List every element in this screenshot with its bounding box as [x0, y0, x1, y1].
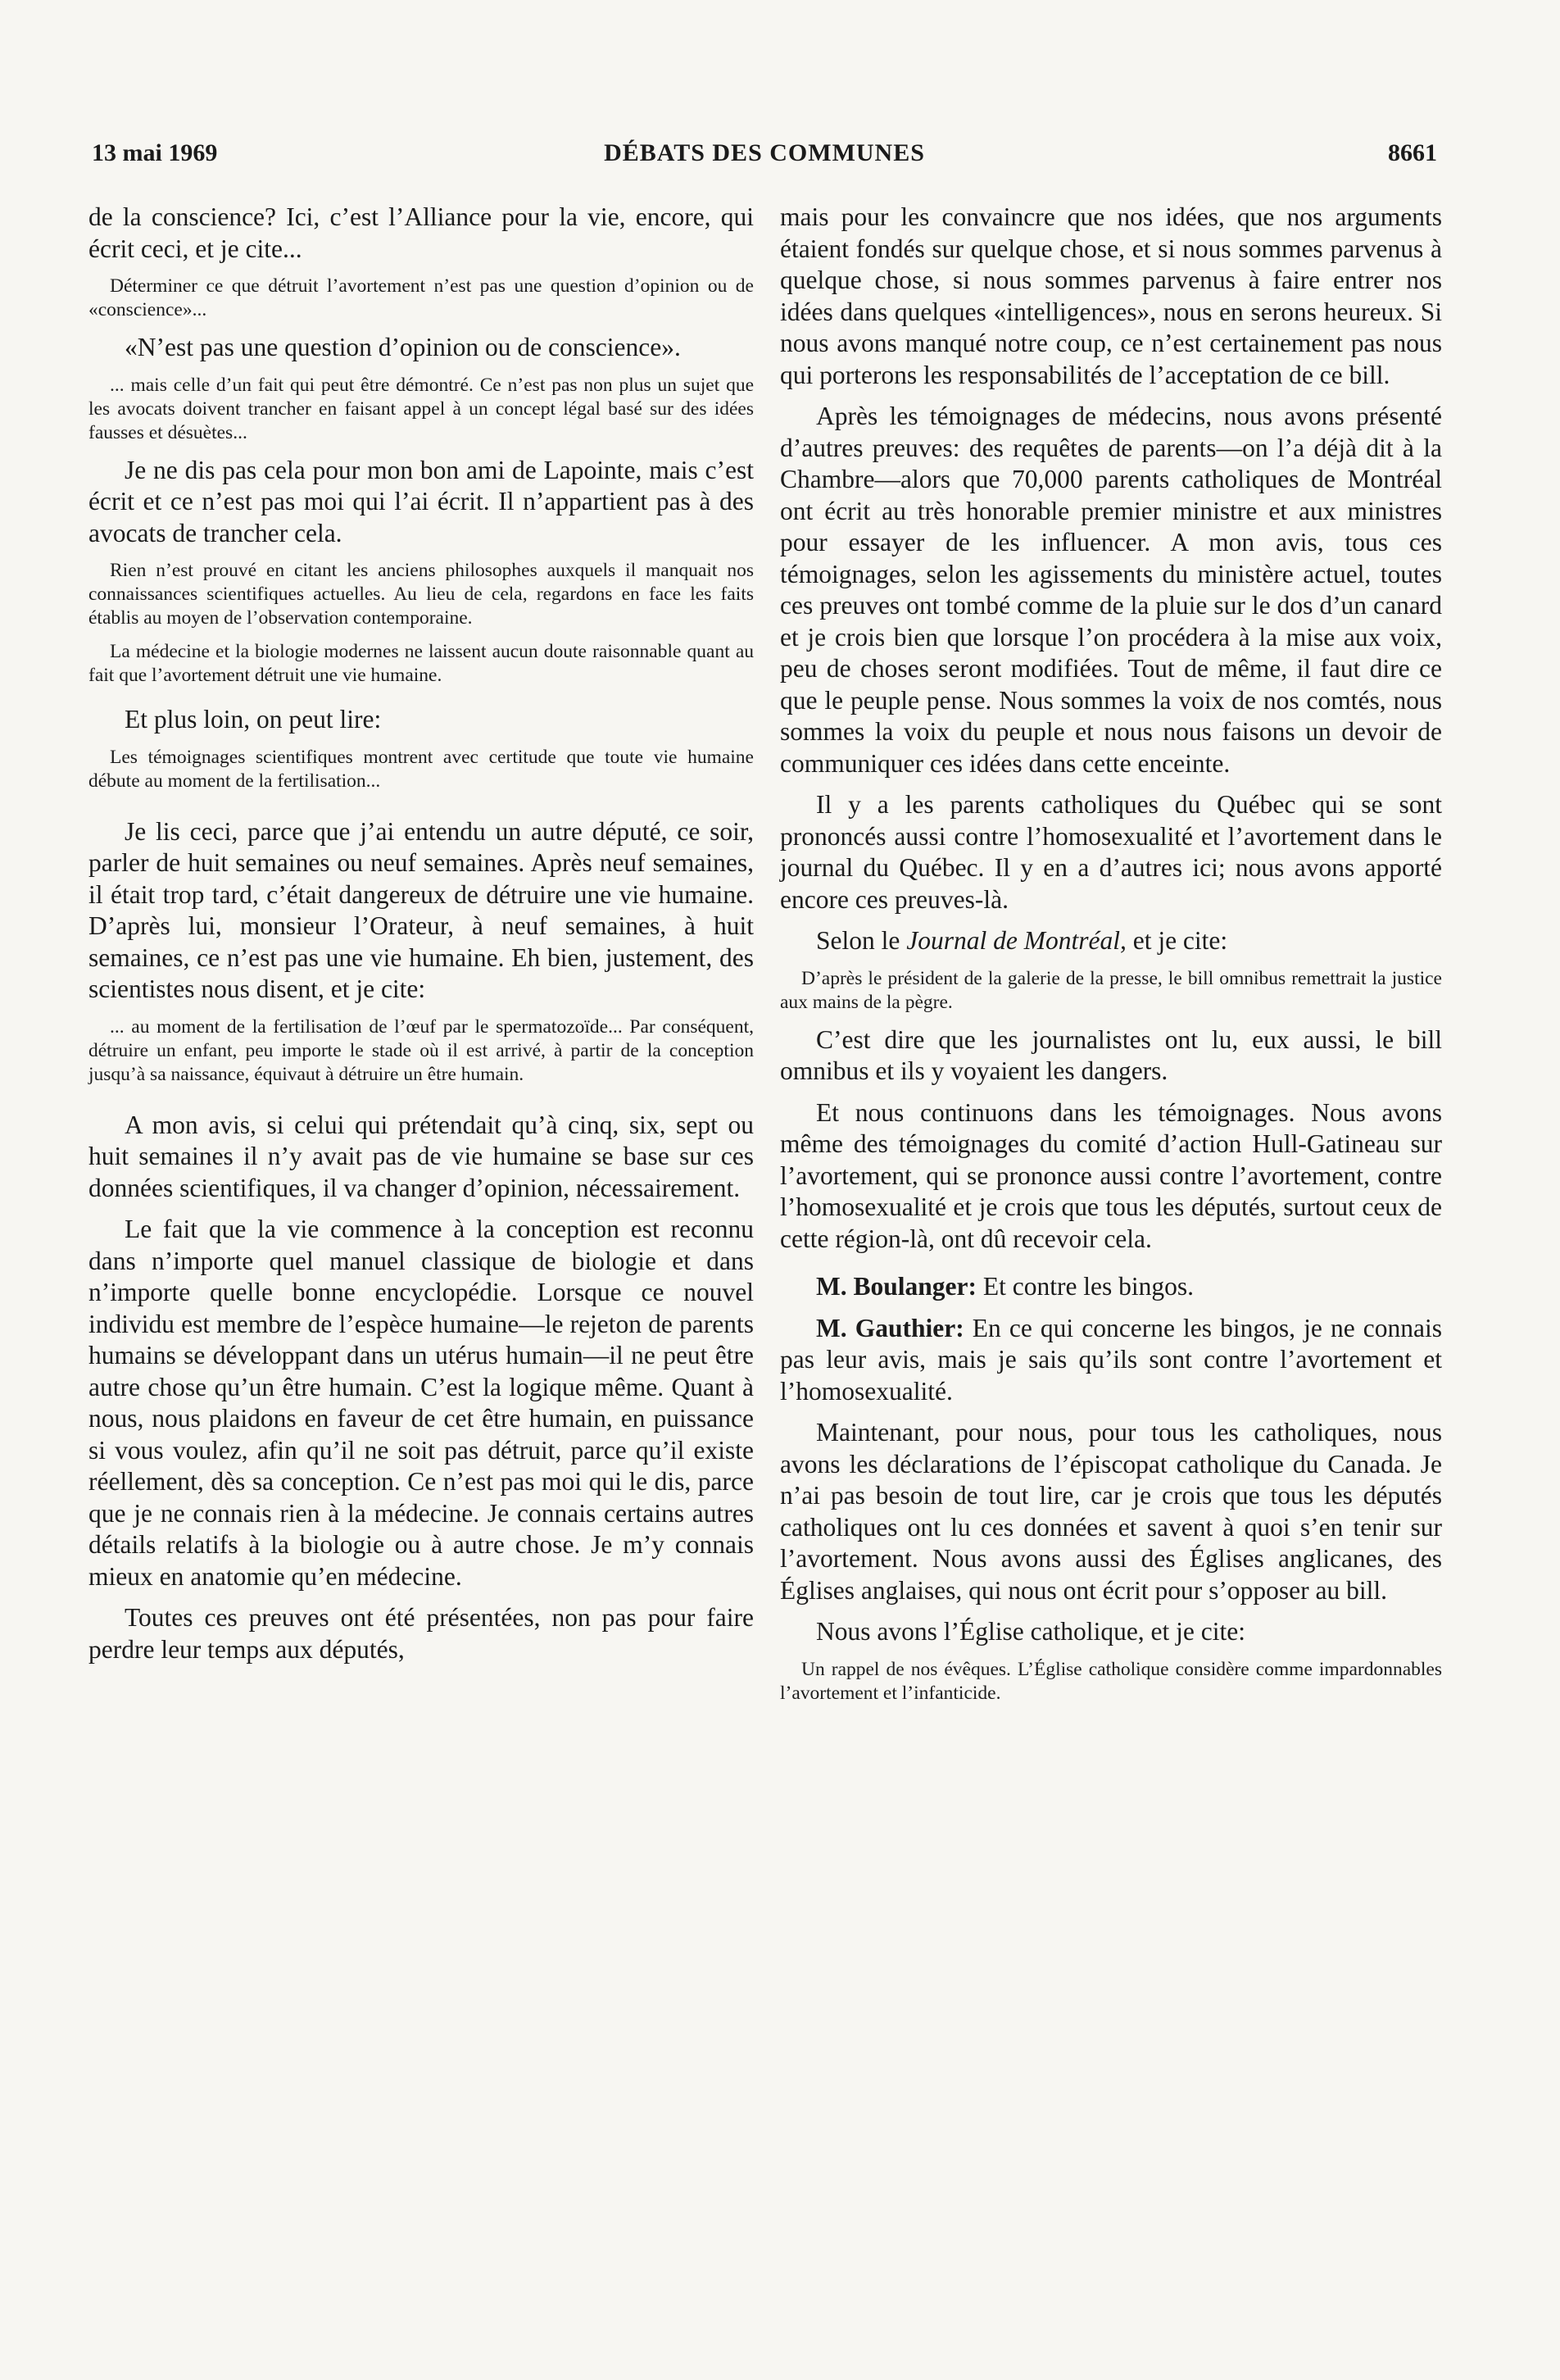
paragraph: Le fait que la vie commence à la conception est reconnu dans n’importe quel manuel classique de biologie et dans n’importe quelle bonne encyclopédie. Lorsque ce nouvel individu est membre de l’espèce humaine—le rejeton de parents humains se développant dans un utérus humain—il ne peut être autre chose qu’un être humain. C’est la logique même. Quant à nous, nous plaidons en faveur de cet être humain, en puissance si vous voulez, afin qu’il ne soit pas détruit, parce qu’il existe réellement, dès sa conception. Ce n’est pas moi qui le dis, parce que je ne connais rien à la médecine. Je connais certains autres détails relatifs à la biologie ou à autre chose. Je m’y connais mieux en anatomie qu’en médecine.: [88, 1215, 754, 1591]
paragraph: Maintenant, pour nous, pour tous les catholiques, nous avons les déclarations de l’épiscopat catholique du Canada. Je n’ai pas besoin de tout lire, car je crois que tous les députés catholiques ont lu ces données et savent à quoi s’en tenir sur l’avortement. Nous avons aussi des Églises anglicanes, des Églises anglaises, qui nous ont écrit pour s’opposer au bill.: [780, 1418, 1442, 1605]
paragraph: de la conscience? Ici, c’est l’Alliance pour la vie, encore, qui écrit ceci, et je cite...: [88, 202, 754, 263]
header-page-number: 8661: [1388, 139, 1437, 166]
text-fragment: et je cite:: [1126, 926, 1228, 955]
quotation: D’après le président de la galerie de la presse, le bill omnibus remettrait la justice aux mains de la pègre.: [780, 967, 1442, 1013]
paragraph: Nous avons l’Église catholique, et je cite:: [816, 1617, 1245, 1646]
header-title: DÉBATS DES COMMUNES: [604, 139, 925, 166]
paragraph: Et nous continuons dans les témoignages. Nous avons même des témoignages du comité d’action Hull-Gatineau sur l’avortement, qui se prononce aussi contre l’avortement, contre l’homosexualité et je crois que tous les députés, surtout ceux de cette région-là, ont dû recevoir cela.: [780, 1097, 1442, 1253]
paragraph: Après les témoignages de médecins, nous avons présenté d’autres preuves: des requêtes de parents—on l’a déjà dit à la Chambre—alors que 70,000 parents catholiques de Montréal ont écrit au très honorable premier ministre et aux ministres pour essayer de les influencer. A mon avis, tous ces témoignages, selon les agissements du ministère actuel, toutes ces preuves ont tombé comme de la pluie sur le dos d’un canard et je crois bien que lorsque l’on procédera à la mise aux voix, peu de choses seront modifiées. Tout de même, il faut dire ce que le peuple pense. Nous sommes la voix de nos comtés, nous sommes la voix du peuple et nous nous faisons un devoir de communiquer ces idées dans cette enceinte.: [780, 402, 1442, 778]
newspaper-title: Journal de Montréal,: [906, 926, 1127, 955]
paragraph: Toutes ces preuves ont été présentées, non pas pour faire perdre leur temps aux députés,: [88, 1603, 754, 1664]
paragraph: [780, 925, 1442, 957]
text-fragment: Selon le: [816, 926, 907, 955]
quotation: La médecine et la biologie modernes ne laissent aucun doute raisonnable quant au fait que l’avortement détruit une vie humaine.: [88, 641, 754, 686]
quotation: Déterminer ce que détruit l’avortement n’est pas une question d’opinion ou de «conscience»...: [88, 275, 754, 320]
paragraph: Je ne dis pas cela pour mon bon ami de Lapointe, mais c’est écrit et ce n’est pas moi qui l’ai écrit. Il n’appartient pas à des avocats de trancher cela.: [88, 455, 754, 547]
paragraph: Il y a les parents catholiques du Québec qui se sont prononcés aussi contre l’homosexualité et l’avortement dans le journal du Québec. Il y en a d’autres ici; nous avons apporté encore ces preuves-là.: [780, 790, 1442, 914]
paragraph: Et plus loin, on peut lire:: [125, 705, 382, 734]
paragraph: «N’est pas une question d’opinion ou de conscience».: [125, 333, 681, 361]
speech-turn: [780, 1271, 1442, 1303]
header-date: 13 mai 1969: [92, 139, 218, 166]
speech-text: Et contre les bingos.: [976, 1272, 1195, 1301]
quotation: ... mais celle d’un fait qui peut être démontré. Ce n’est pas non plus un sujet que les avocats doivent trancher en faisant appel à un concept légal basé sur des idées fausses et désuètes...: [88, 374, 754, 443]
quotation: ... au moment de la fertilisation de l’œuf par le spermatozoïde... Par conséquent, détruire un enfant, peu importe le stade où il est arrivé, à partir de la conception jusqu’à sa naissance, équivaut à détruire un être humain.: [88, 1015, 754, 1085]
speech-text: En ce qui concerne les bingos, je ne connais pas leur avis, mais je sais qu’ils sont contre l’avortement et l’homosexualité.: [780, 1313, 1442, 1406]
page-header: [92, 139, 1437, 175]
paragraph: A mon avis, si celui qui prétendait qu’à cinq, six, sept ou huit semaines il n’y avait pas de vie humaine se base sur ces données scientifiques, il va changer d’opinion, nécessairement.: [88, 1110, 754, 1202]
speech-turn: [780, 1313, 1442, 1408]
quotation: Les témoignages scientifiques montrent avec certitude que toute vie humaine débute au moment de la fertilisation...: [88, 746, 754, 792]
right-column: [780, 202, 1442, 1715]
paragraph: mais pour les convaincre que nos idées, que nos arguments étaient fondés sur quelque chose, et si nous sommes parvenus à quelque chose, si nous sommes parvenus à faire entrer nos idées dans quelques «intelligences», nous en serons heureux. Si nous avons manqué notre coup, ce n’est certainement pas nous qui porterons les responsabilités de l’acceptation de ce bill.: [780, 202, 1442, 389]
quotation: Rien n’est prouvé en citant les anciens philosophes auxquels il manquait nos connaissances scientifiques actuelles. Au lieu de cela, regardons en face les faits établis au moyen de l’observation contemporaine.: [88, 560, 754, 629]
quotation: Un rappel de nos évêques. L’Église catholique considère comme impardonnables l’avortement et l’infanticide.: [780, 1658, 1442, 1704]
paragraph: C’est dire que les journalistes ont lu, eux aussi, le bill omnibus et ils y voyaient les dangers.: [780, 1024, 1442, 1085]
speaker-name: M. Boulanger:: [816, 1272, 977, 1301]
speaker-name: M. Gauthier:: [816, 1313, 964, 1342]
left-column: [88, 202, 754, 1675]
paragraph: Je lis ceci, parce que j’ai entendu un autre député, ce soir, parler de huit semaines ou neuf semaines. Après neuf semaines, il était trop tard, c’était dangereux de détruire une vie humaine. D’après lui, monsieur l’Orateur, à neuf semaines, à huit semaines, ce n’est pas une vie humaine. Eh bien, justement, des scientistes nous disent, et je cite:: [88, 816, 754, 1003]
